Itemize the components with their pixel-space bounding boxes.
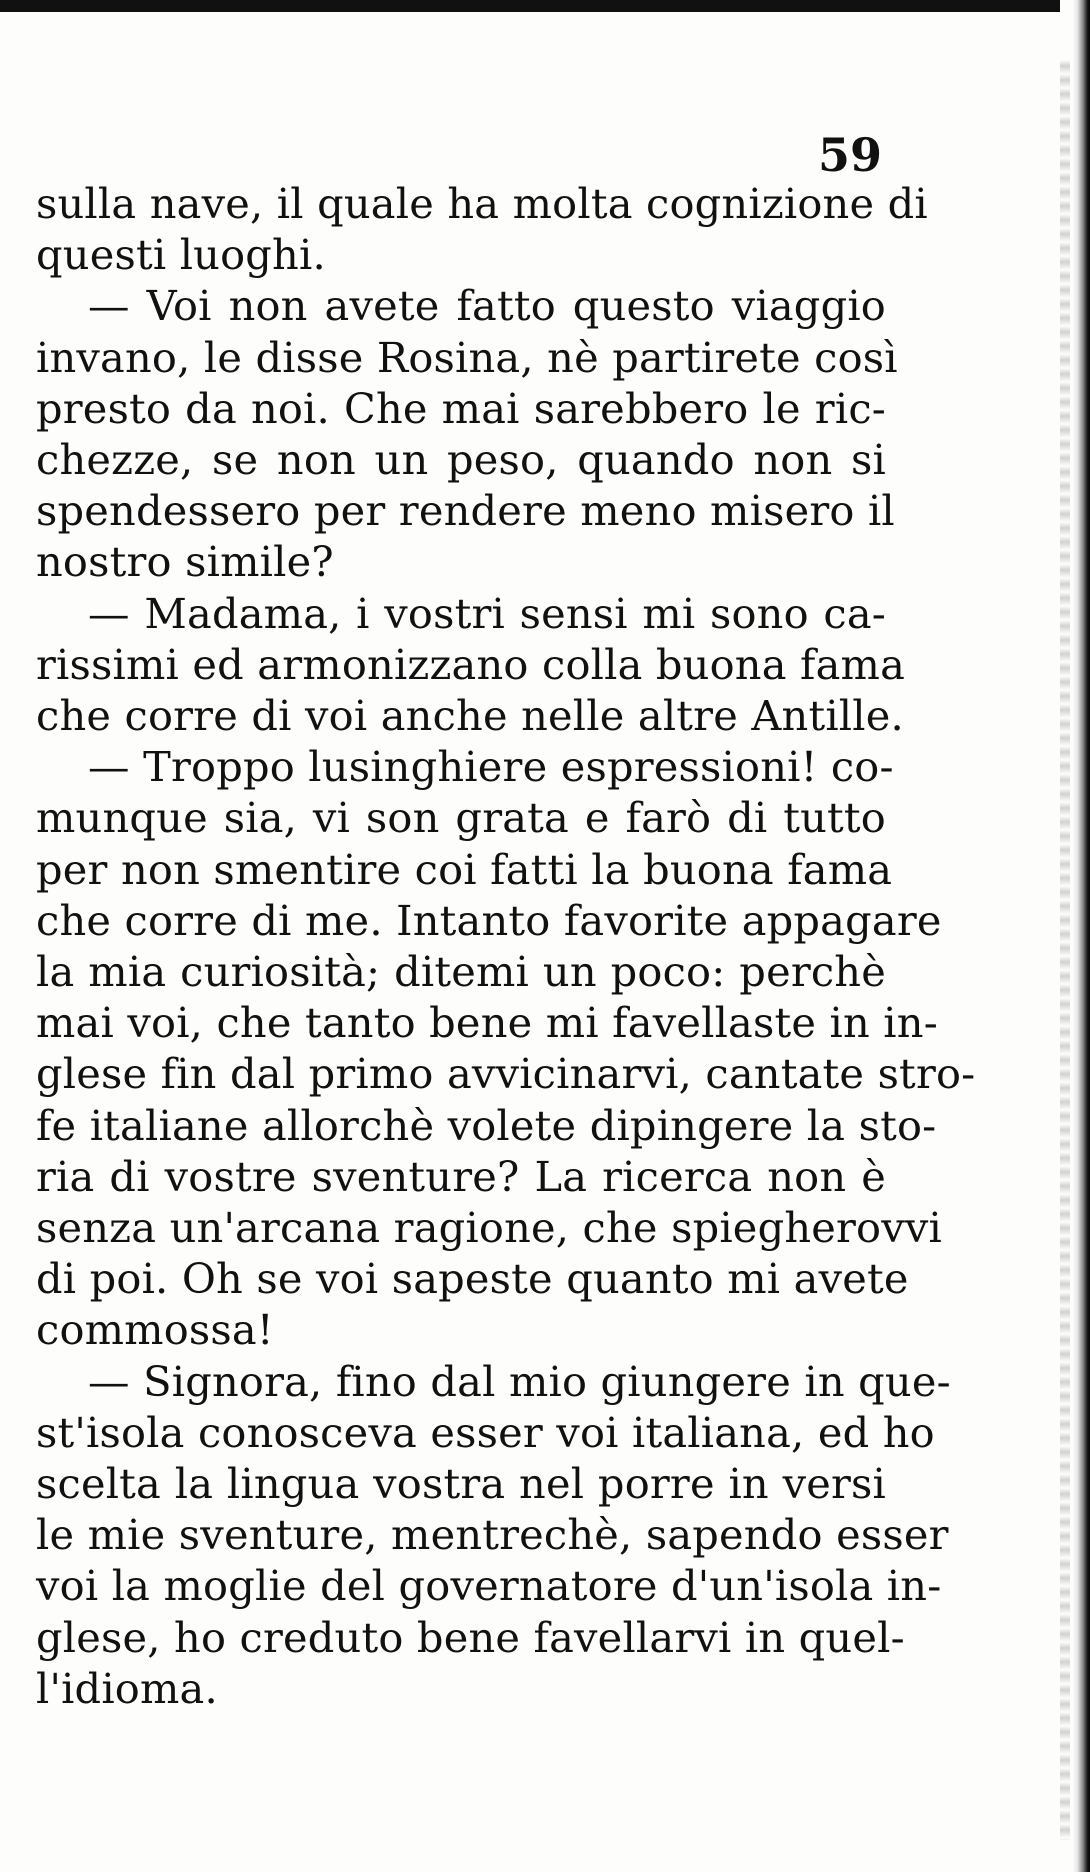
text-line: scelta la lingua vostra nel porre in versi — [36, 1459, 886, 1509]
text-line: senza un'arcana ragione, che spiegherovvi — [36, 1203, 943, 1253]
text-line: nostro simile? — [36, 537, 334, 587]
text-line: invano, le disse Rosina, nè partirete così — [36, 332, 898, 382]
text-line: fe italiane allorchè volete dipingere la sto- — [36, 1100, 937, 1150]
top-rule — [0, 0, 1060, 12]
text-line: — Signora, fino dal mio giungere in que- — [88, 1356, 951, 1406]
text-line: voi la moglie del governatore d'un'isola in- — [36, 1561, 942, 1611]
text-line: le mie sventure, mentrechè, sapendo esser — [36, 1510, 949, 1560]
text-line: spendessero per rendere meno misero il — [36, 486, 895, 536]
text-line: mai voi, che tanto bene mi favellaste in in- — [36, 998, 938, 1048]
text-line: di poi. Oh se voi sapeste quanto mi avete — [36, 1254, 909, 1304]
text-line: — Troppo lusinghiere espressioni! co- — [88, 742, 894, 792]
text-line: munque sia, vi son grata e farò di tutto — [36, 793, 886, 843]
body-text — [36, 178, 976, 1714]
text-line: glese, ho creduto bene favellarvi in quel- — [36, 1612, 905, 1662]
text-line: l'idioma. — [36, 1663, 218, 1713]
text-line: glese fin dal primo avvicinarvi, cantate stro- — [36, 1049, 976, 1099]
text-line: commossa! — [36, 1305, 274, 1355]
text-line: ria di vostre sventure? La ricerca non è — [36, 1151, 886, 1201]
page-edge-texture — [1060, 60, 1070, 1840]
text-line: chezze, se non un peso, quando non si — [36, 435, 886, 485]
text-line: st'isola conosceva esser voi italiana, ed ho — [36, 1407, 935, 1457]
text-line: sulla nave, il quale ha molta cognizione di — [36, 179, 928, 228]
text-line: — Voi non avete fatto questo viaggio — [88, 281, 886, 331]
page-number: 59 — [817, 128, 882, 182]
text-line: — Madama, i vostri sensi mi sono ca- — [88, 588, 886, 638]
text-line: rissimi ed armonizzano colla buona fama — [36, 639, 906, 689]
text-line: presto da noi. Che mai sarebbero le ric- — [36, 383, 886, 433]
text-line: la mia curiosità; ditemi un poco: perchè — [36, 947, 886, 997]
text-line: che corre di voi anche nelle altre Antille. — [36, 691, 904, 741]
page-edge-shadow — [1072, 0, 1090, 1872]
text-line: che corre di me. Intanto favorite appagare — [36, 895, 942, 945]
text-line: questi luoghi. — [36, 230, 326, 280]
text-line: per non smentire coi fatti la buona fama — [36, 844, 893, 894]
